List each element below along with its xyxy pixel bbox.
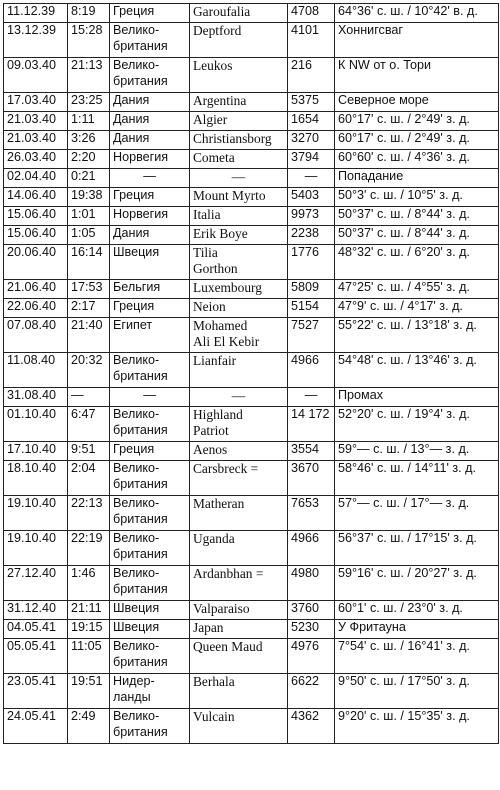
- time-cell: 11:05: [68, 639, 110, 674]
- tonnage-cell: 5809: [288, 280, 335, 299]
- table-row: [4, 93, 499, 112]
- table-row: [4, 639, 499, 674]
- date-cell: 19.10.40: [4, 496, 68, 531]
- time-cell: 1:11: [68, 112, 110, 131]
- table-body: [4, 4, 499, 744]
- date-cell: 11.08.40: [4, 353, 68, 388]
- table-row: [4, 461, 499, 496]
- tonnage-cell: 3554: [288, 442, 335, 461]
- ship-cell: Tilia Gorthon: [190, 245, 288, 280]
- tonnage-cell: 3760: [288, 601, 335, 620]
- ship-cell: Argentina: [190, 93, 288, 112]
- table-row: [4, 388, 499, 407]
- location-cell: Промах: [335, 388, 499, 407]
- date-cell: 31.12.40: [4, 601, 68, 620]
- ship-cell: Neion: [190, 299, 288, 318]
- country-cell: Дания: [110, 93, 190, 112]
- location-cell: 60°60' с. ш. / 4°36' з. д.: [335, 150, 499, 169]
- date-cell: 31.08.40: [4, 388, 68, 407]
- time-cell: 2:20: [68, 150, 110, 169]
- country-cell: Швеция: [110, 620, 190, 639]
- tonnage-cell: 4966: [288, 353, 335, 388]
- ship-cell: Aenos: [190, 442, 288, 461]
- time-cell: 21:11: [68, 601, 110, 620]
- country-cell: Бельгия: [110, 280, 190, 299]
- time-cell: 21:40: [68, 318, 110, 353]
- country-cell: Велико- британия: [110, 23, 190, 58]
- country-cell: Дания: [110, 226, 190, 245]
- table-row: [4, 245, 499, 280]
- date-cell: 04.05.41: [4, 620, 68, 639]
- ship-cell: Valparaiso: [190, 601, 288, 620]
- country-cell: Нидер- ланды: [110, 674, 190, 709]
- date-cell: 21.03.40: [4, 112, 68, 131]
- table-row: [4, 407, 499, 442]
- sinkings-table: [3, 3, 499, 744]
- location-cell: 64°36' с. ш. / 10°42' в. д.: [335, 4, 499, 23]
- location-cell: Хоннигсваг: [335, 23, 499, 58]
- date-cell: 17.10.40: [4, 442, 68, 461]
- date-cell: 05.05.41: [4, 639, 68, 674]
- table-row: [4, 531, 499, 566]
- ship-cell: Berhala: [190, 674, 288, 709]
- ship-cell: Uganda: [190, 531, 288, 566]
- time-cell: 1:01: [68, 207, 110, 226]
- date-cell: 19.10.40: [4, 531, 68, 566]
- time-cell: 2:17: [68, 299, 110, 318]
- date-cell: 23.05.41: [4, 674, 68, 709]
- country-cell: Дания: [110, 131, 190, 150]
- ship-cell: Luxembourg: [190, 280, 288, 299]
- time-cell: 1:46: [68, 566, 110, 601]
- location-cell: 9°50' с. ш. / 17°50' з. д.: [335, 674, 499, 709]
- ship-cell: Queen Maud: [190, 639, 288, 674]
- country-cell: Велико- британия: [110, 709, 190, 744]
- country-cell: Дания: [110, 112, 190, 131]
- time-cell: 19:38: [68, 188, 110, 207]
- country-cell: Норвегия: [110, 150, 190, 169]
- tonnage-cell: 14 172: [288, 407, 335, 442]
- location-cell: 9°20' с. ш. / 15°35' з. д.: [335, 709, 499, 744]
- table-row: [4, 299, 499, 318]
- table-row: [4, 709, 499, 744]
- country-cell: Велико- британия: [110, 461, 190, 496]
- location-cell: 60°17' с. ш. / 2°49' з. д.: [335, 131, 499, 150]
- time-cell: 6:47: [68, 407, 110, 442]
- ship-cell: Leukos: [190, 58, 288, 93]
- date-cell: 13.12.39: [4, 23, 68, 58]
- location-cell: 50°37' с. ш. / 8°44' з. д.: [335, 226, 499, 245]
- ship-cell: Italia: [190, 207, 288, 226]
- location-cell: 50°3' с. ш. / 10°5' з. д.: [335, 188, 499, 207]
- ship-cell: Lianfair: [190, 353, 288, 388]
- date-cell: 22.06.40: [4, 299, 68, 318]
- country-cell: Велико- британия: [110, 496, 190, 531]
- location-cell: Северное море: [335, 93, 499, 112]
- country-cell: —: [110, 169, 190, 188]
- country-cell: Велико- британия: [110, 353, 190, 388]
- ship-cell: —: [190, 169, 288, 188]
- table-row: [4, 58, 499, 93]
- time-cell: —: [68, 388, 110, 407]
- time-cell: 20:32: [68, 353, 110, 388]
- ship-cell: Algier: [190, 112, 288, 131]
- location-cell: 7°54' с. ш. / 16°41' з. д.: [335, 639, 499, 674]
- time-cell: 2:49: [68, 709, 110, 744]
- country-cell: Греция: [110, 442, 190, 461]
- table-row: [4, 566, 499, 601]
- country-cell: Велико- британия: [110, 639, 190, 674]
- location-cell: 57°— с. ш. / 17°— з. д.: [335, 496, 499, 531]
- country-cell: Греция: [110, 188, 190, 207]
- table-row: [4, 112, 499, 131]
- country-cell: Норвегия: [110, 207, 190, 226]
- tonnage-cell: —: [288, 388, 335, 407]
- date-cell: 26.03.40: [4, 150, 68, 169]
- table-row: [4, 280, 499, 299]
- location-cell: 52°20' с. ш. / 19°4' з. д.: [335, 407, 499, 442]
- location-cell: 54°48' с. ш. / 13°46' з. д.: [335, 353, 499, 388]
- time-cell: 21:13: [68, 58, 110, 93]
- location-cell: 60°17' с. ш. / 2°49' з. д.: [335, 112, 499, 131]
- time-cell: 17:53: [68, 280, 110, 299]
- tonnage-cell: 5375: [288, 93, 335, 112]
- location-cell: К NW от о. Тори: [335, 58, 499, 93]
- time-cell: 2:04: [68, 461, 110, 496]
- time-cell: 19:15: [68, 620, 110, 639]
- country-cell: Велико- британия: [110, 58, 190, 93]
- ship-cell: Japan: [190, 620, 288, 639]
- time-cell: 16:14: [68, 245, 110, 280]
- tonnage-cell: 3794: [288, 150, 335, 169]
- ship-cell: Deptford: [190, 23, 288, 58]
- time-cell: 23:25: [68, 93, 110, 112]
- date-cell: 09.03.40: [4, 58, 68, 93]
- table-row: [4, 23, 499, 58]
- location-cell: 59°— с. ш. / 13°— з. д.: [335, 442, 499, 461]
- ship-cell: —: [190, 388, 288, 407]
- tonnage-cell: 4708: [288, 4, 335, 23]
- table-row: [4, 188, 499, 207]
- tonnage-cell: 4980: [288, 566, 335, 601]
- ship-cell: Mohamed Ali El Kebir: [190, 318, 288, 353]
- ship-cell: Carsbreck =: [190, 461, 288, 496]
- tonnage-cell: 4976: [288, 639, 335, 674]
- country-cell: Египет: [110, 318, 190, 353]
- ship-cell: Garoufalia: [190, 4, 288, 23]
- tonnage-cell: 5403: [288, 188, 335, 207]
- time-cell: 22:19: [68, 531, 110, 566]
- location-cell: 59°16' с. ш. / 20°27' з. д.: [335, 566, 499, 601]
- table-row: [4, 601, 499, 620]
- location-cell: 47°9' с. ш. / 4°17' з. д.: [335, 299, 499, 318]
- ship-cell: Mount Myrto: [190, 188, 288, 207]
- country-cell: Велико- британия: [110, 566, 190, 601]
- location-cell: 58°46' с. ш. / 14°11' з. д.: [335, 461, 499, 496]
- country-cell: —: [110, 388, 190, 407]
- location-cell: У Фритауна: [335, 620, 499, 639]
- tonnage-cell: 4966: [288, 531, 335, 566]
- tonnage-cell: 3270: [288, 131, 335, 150]
- date-cell: 24.05.41: [4, 709, 68, 744]
- location-cell: Попадание: [335, 169, 499, 188]
- tonnage-cell: 5230: [288, 620, 335, 639]
- location-cell: 60°1' с. ш. / 23°0' з. д.: [335, 601, 499, 620]
- tonnage-cell: —: [288, 169, 335, 188]
- ship-cell: Christiansborg: [190, 131, 288, 150]
- tonnage-cell: 9973: [288, 207, 335, 226]
- table-row: [4, 674, 499, 709]
- country-cell: Греция: [110, 4, 190, 23]
- table-row: [4, 620, 499, 639]
- ship-cell: Highland Patriot: [190, 407, 288, 442]
- date-cell: 18.10.40: [4, 461, 68, 496]
- tonnage-cell: 2238: [288, 226, 335, 245]
- time-cell: 0:21: [68, 169, 110, 188]
- ship-cell: Cometa: [190, 150, 288, 169]
- table-row: [4, 150, 499, 169]
- table-row: [4, 442, 499, 461]
- table-row: [4, 226, 499, 245]
- ship-cell: Ardanbhan =: [190, 566, 288, 601]
- country-cell: Греция: [110, 299, 190, 318]
- country-cell: Велико- британия: [110, 531, 190, 566]
- date-cell: 14.06.40: [4, 188, 68, 207]
- date-cell: 15.06.40: [4, 226, 68, 245]
- time-cell: 3:26: [68, 131, 110, 150]
- tonnage-cell: 216: [288, 58, 335, 93]
- date-cell: 15.06.40: [4, 207, 68, 226]
- date-cell: 21.03.40: [4, 131, 68, 150]
- ship-cell: Erik Boye: [190, 226, 288, 245]
- tonnage-cell: 7527: [288, 318, 335, 353]
- time-cell: 9:51: [68, 442, 110, 461]
- country-cell: Швеция: [110, 245, 190, 280]
- location-cell: 47°25' с. ш. / 4°55' з. д.: [335, 280, 499, 299]
- time-cell: 1:05: [68, 226, 110, 245]
- country-cell: Велико- британия: [110, 407, 190, 442]
- tonnage-cell: 7653: [288, 496, 335, 531]
- table-row: [4, 131, 499, 150]
- time-cell: 15:28: [68, 23, 110, 58]
- date-cell: 17.03.40: [4, 93, 68, 112]
- date-cell: 02.04.40: [4, 169, 68, 188]
- tonnage-cell: 5154: [288, 299, 335, 318]
- time-cell: 22:13: [68, 496, 110, 531]
- tonnage-cell: 4362: [288, 709, 335, 744]
- tonnage-cell: 6622: [288, 674, 335, 709]
- date-cell: 11.12.39: [4, 4, 68, 23]
- table-row: [4, 318, 499, 353]
- country-cell: Швеция: [110, 601, 190, 620]
- tonnage-cell: 3670: [288, 461, 335, 496]
- date-cell: 27.12.40: [4, 566, 68, 601]
- date-cell: 01.10.40: [4, 407, 68, 442]
- tonnage-cell: 1776: [288, 245, 335, 280]
- ship-cell: Vulcain: [190, 709, 288, 744]
- time-cell: 8:19: [68, 4, 110, 23]
- tonnage-cell: 1654: [288, 112, 335, 131]
- table-row: [4, 207, 499, 226]
- table-row: [4, 169, 499, 188]
- location-cell: 56°37' с. ш. / 17°15' з. д.: [335, 531, 499, 566]
- location-cell: 55°22' с. ш. / 13°18' з. д.: [335, 318, 499, 353]
- date-cell: 21.06.40: [4, 280, 68, 299]
- location-cell: 48°32' с. ш. / 6°20' з. д.: [335, 245, 499, 280]
- location-cell: 50°37' с. ш. / 8°44' з. д.: [335, 207, 499, 226]
- ship-cell: Matheran: [190, 496, 288, 531]
- table-row: [4, 353, 499, 388]
- table-row: [4, 4, 499, 23]
- date-cell: 07.08.40: [4, 318, 68, 353]
- tonnage-cell: 4101: [288, 23, 335, 58]
- date-cell: 20.06.40: [4, 245, 68, 280]
- time-cell: 19:51: [68, 674, 110, 709]
- table-row: [4, 496, 499, 531]
